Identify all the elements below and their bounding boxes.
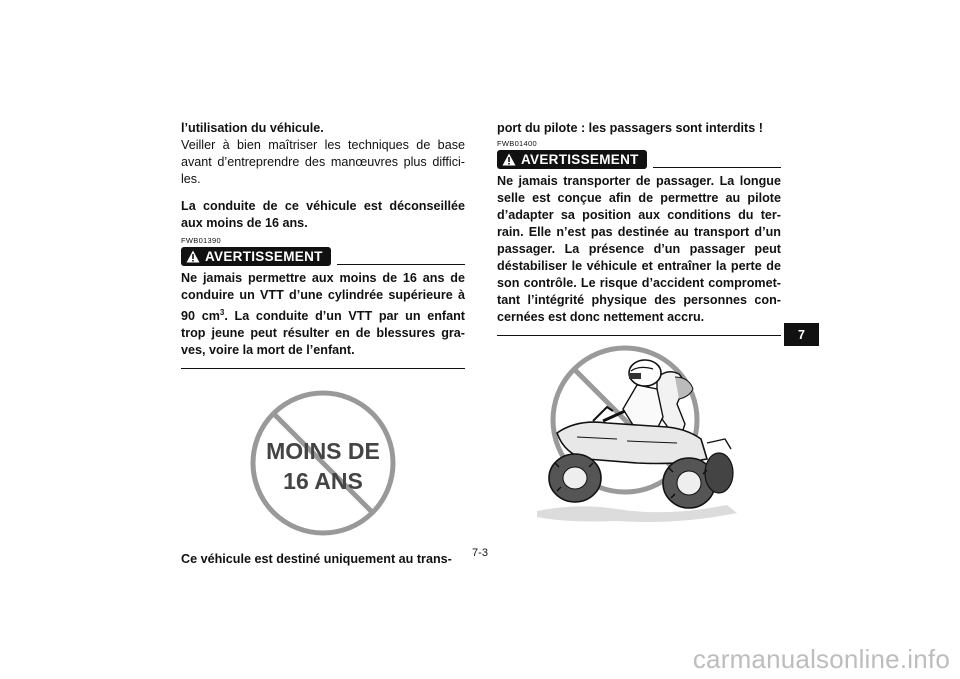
left-paragraph-2: Veiller à bien maîtriser les techniques de base avant d’entreprendre des manœuvres plus diffici-les. <box>181 138 465 186</box>
warning-text-part-a: Ne jamais permettre aux moins de 16 ans de conduire un VTT d’une cylindrée supérieure à 90 cm <box>181 271 465 324</box>
warning-header <box>497 149 781 169</box>
warning-text: Ne jamais transporter de passager. La longue selle est conçue afin de permettre au pilote d’adapter sa position aux conditions du ter-rain. Elle n’est pas destinée au transport d’un passager. La présence d’un passager peut déstabiliser le véhicule et entraîner la perte de son contrôle. Le risque d’accident compromet-tant l’intégrité physique des personnes con-cernées est donc nettement accru. <box>497 174 781 324</box>
left-paragraph-3: La conduite de ce véhicule est déconseillée aux moins de 16 ans. <box>181 199 465 230</box>
warning-text <box>181 270 465 359</box>
no-symbol-icon <box>236 383 411 543</box>
left-paragraph-4: Ce véhicule est destiné uniquement au trans- <box>181 552 452 567</box>
warning-code: FWB01390 <box>181 236 221 245</box>
sign-line-1: MOINS DE <box>265 438 380 465</box>
warning-badge <box>497 150 647 169</box>
warning-code: FWB01400 <box>497 139 537 148</box>
age-restriction-sign <box>181 383 465 543</box>
sign-line-2: 16 ANS <box>282 468 363 495</box>
warning-header-rule <box>653 167 781 168</box>
warning-triangle-icon <box>502 153 516 166</box>
right-column <box>497 120 781 336</box>
watermark: carmanualsonline.info <box>692 644 950 674</box>
warning-header-rule <box>337 264 465 265</box>
warning-header <box>181 246 465 266</box>
warning-label: AVERTISSEMENT <box>521 151 639 167</box>
warning-end-rule <box>181 368 465 369</box>
warning-label: AVERTISSEMENT <box>205 248 323 264</box>
warning-badge <box>181 247 331 266</box>
left-column <box>181 120 465 568</box>
page-number: 7-3 <box>472 547 488 559</box>
chapter-tab: 7 <box>784 323 819 346</box>
no-passenger-illustration <box>497 333 781 538</box>
left-paragraph-1: l’utilisation du véhicule. <box>181 121 324 135</box>
right-paragraph-1: port du pilote : les passagers sont interdits ! <box>497 121 763 135</box>
no-passenger-atv-icon <box>497 333 781 533</box>
superscript: 3 <box>219 308 225 317</box>
warning-text-part-b: . La conduite d’un VTT par un enfant trop jeune peut résulter en de blessures gra-ves, voire la mort de l’enfant. <box>181 309 465 358</box>
warning-triangle-icon <box>186 250 200 263</box>
